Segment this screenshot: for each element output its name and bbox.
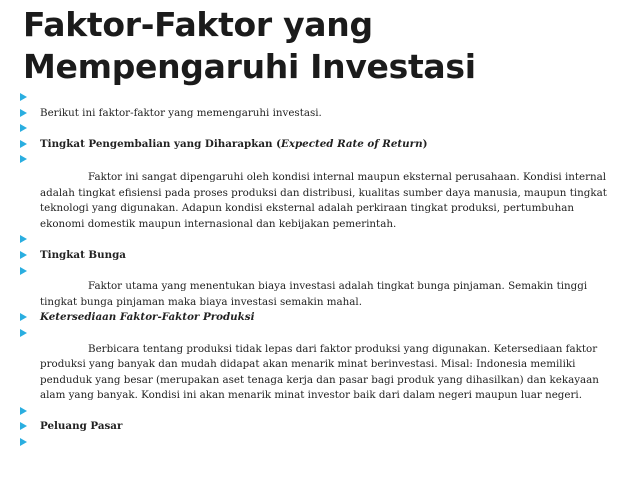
bullet-empty-6: [20, 326, 620, 342]
triangle-bullet-icon: [20, 124, 27, 132]
factor2-desc-row: [20, 279, 620, 310]
factor1-title-part1: Tingkat Pengembalian yang Diharapkan (: [40, 137, 281, 150]
triangle-bullet-icon: [20, 267, 27, 275]
factor2-desc: [40, 279, 620, 310]
bullet-empty-1: [20, 90, 620, 106]
factor1-desc-text: Faktor ini sangat dipengaruhi oleh kondisi internal maupun eksternal perusahaan. Kondisi internal adalah tingkat efisiensi pada proses produksi dan distribusi, kualitas sumber daya manusia, maupun tingkat teknologi yang digunakan. Adapun kondisi eksternal adalah perkiraan tingkat produksi, pertumbuhan ekonomi domestik maupun internasional dan kebijakan pemerintah.: [40, 170, 607, 230]
triangle-bullet-icon: [20, 313, 27, 321]
bullet-empty-7: [20, 404, 620, 420]
slide-title: Faktor-Faktor yang Mempengaruhi Investasi: [23, 5, 476, 86]
factor3-desc: [40, 342, 620, 404]
triangle-bullet-icon: [20, 422, 27, 430]
title-band: [0, 0, 638, 96]
bullet-empty-3: [20, 152, 620, 168]
triangle-bullet-icon: [20, 155, 27, 163]
factor2-title: Tingkat Bunga: [40, 248, 126, 261]
bullet-empty-5: [20, 264, 620, 280]
slide-content: [20, 90, 620, 451]
triangle-bullet-icon: [20, 438, 27, 446]
factor3-desc-row: [20, 342, 620, 404]
triangle-bullet-icon: [20, 93, 27, 101]
bullet-factor4-title: [20, 419, 620, 435]
triangle-bullet-icon: [20, 140, 27, 148]
factor3-title: Ketersediaan Faktor-Faktor Produksi: [40, 311, 255, 324]
bullet-empty-2: [20, 121, 620, 137]
factor1-title-italic: Expected Rate of Return: [280, 137, 423, 150]
triangle-bullet-icon: [20, 251, 27, 259]
bullet-intro: [20, 106, 620, 122]
triangle-bullet-icon: [20, 109, 27, 117]
factor4-title: Peluang Pasar: [40, 420, 123, 433]
bullet-empty-8: [20, 435, 620, 451]
factor1-desc-row: [20, 170, 620, 232]
bullet-factor1-title: [20, 137, 620, 153]
triangle-bullet-icon: [20, 407, 27, 415]
bullet-factor2-title: [20, 248, 620, 264]
intro-text: Berikut ini faktor-faktor yang memengaruhi investasi.: [40, 106, 322, 119]
factor1-title-part2: ): [422, 137, 428, 150]
factor2-desc-text: Faktor utama yang menentukan biaya investasi adalah tingkat bunga pinjaman. Semakin tinggi tingkat bunga pinjaman maka biaya investasi semakin mahal.: [40, 280, 588, 308]
triangle-bullet-icon: [20, 235, 27, 243]
bullet-empty-4: [20, 232, 620, 248]
factor3-desc-text: Berbicara tentang produksi tidak lepas dari faktor produksi yang digunakan. Ketersediaan faktor produksi yang banyak dan mudah didapat akan menarik minat berinvestasi. Misal: Indonesia memiliki penduduk yang besar (merupakan aset tenaga kerja dan pasar bagi produk yang dihasilkan) dan kekayaan alam yang banyak. Kondisi ini akan menarik minat investor baik dari dalam negeri maupun luar negeri.: [40, 342, 599, 402]
triangle-bullet-icon: [20, 329, 27, 337]
factor1-desc: [40, 170, 620, 232]
bullet-factor3-title: [20, 310, 620, 326]
